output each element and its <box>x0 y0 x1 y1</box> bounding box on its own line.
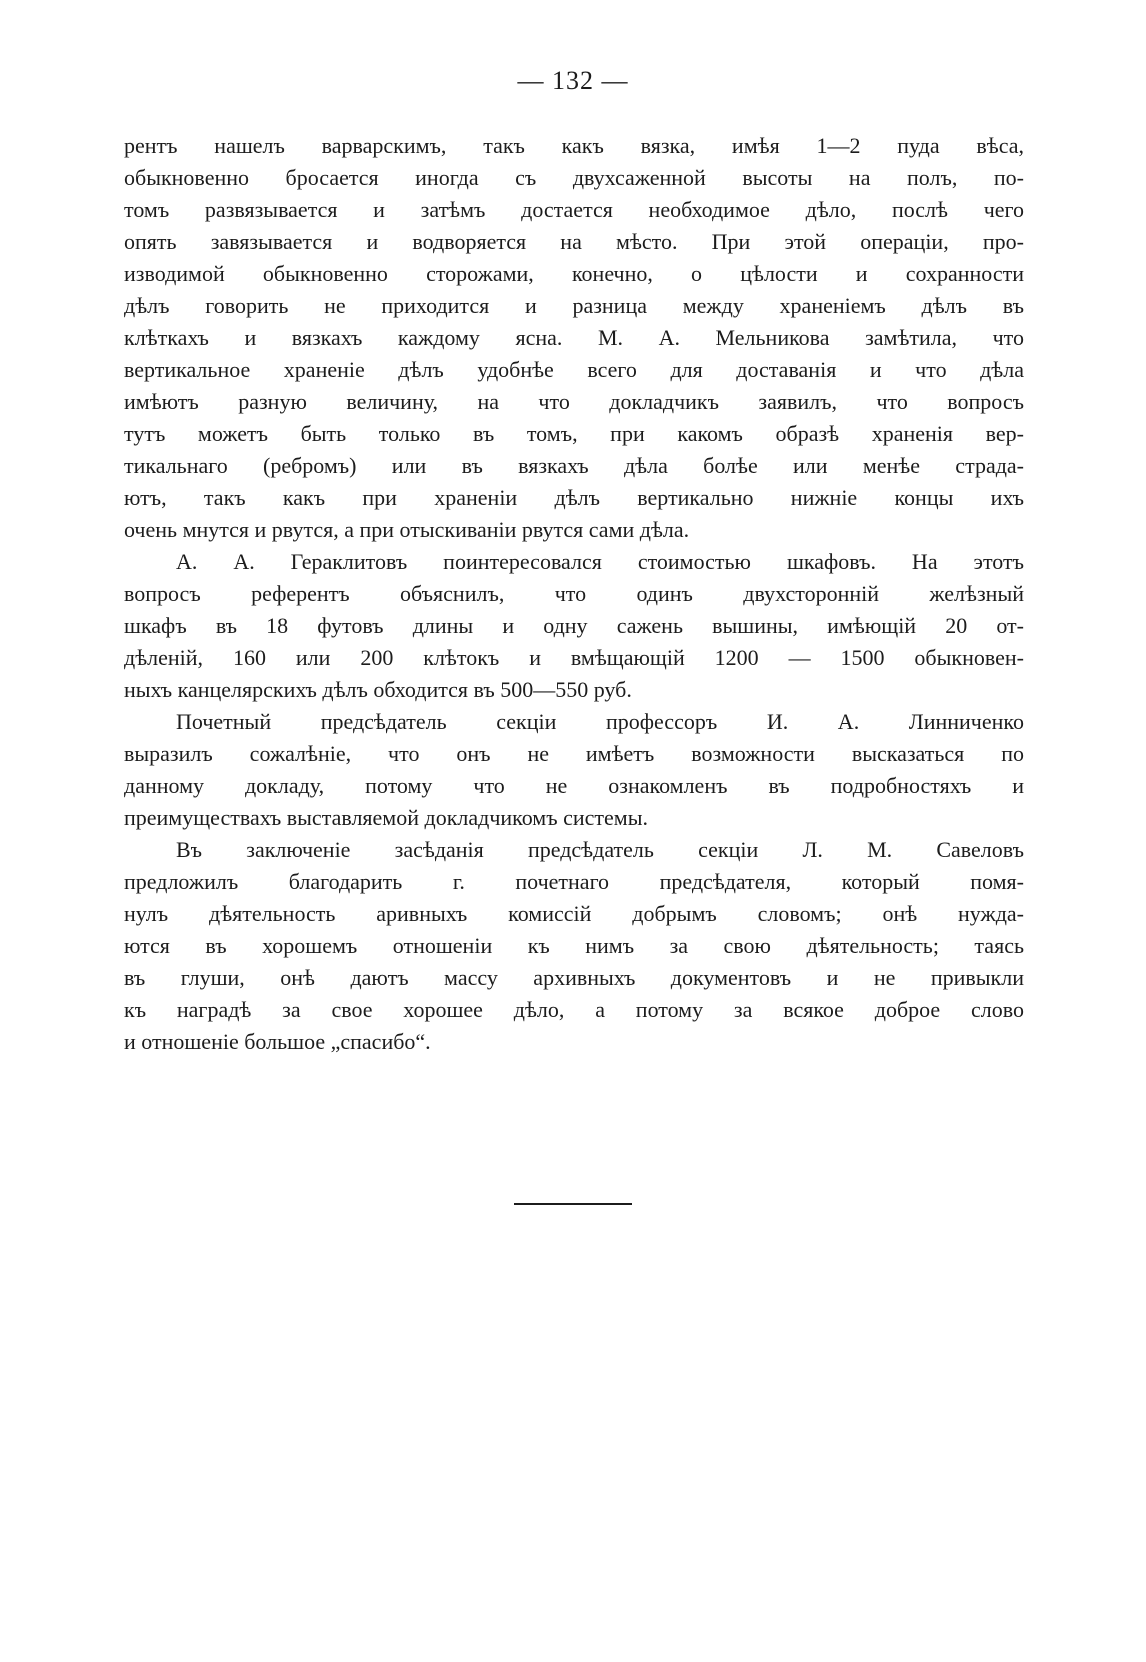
text-line: тикальнаго (ребромъ) или въ вязкахъ дѣла болѣе или менѣе страда- <box>124 453 1024 478</box>
text-line: рентъ нашелъ варварскимъ, такъ какъ вязка, имѣя 1—2 пуда вѣса, <box>124 133 1024 158</box>
text-line: шкафъ въ 18 футовъ длины и одну сажень вышины, имѣющій 20 от- <box>124 613 1024 638</box>
text-line: имѣютъ разную величину, на что докладчикъ заявилъ, что вопросъ <box>124 389 1024 414</box>
text-line: вопросъ референтъ объяснилъ, что одинъ двухсторонній желѣзный <box>124 581 1024 606</box>
text-line: ются въ хорошемъ отношеніи къ нимъ за свою дѣятельность; таясь <box>124 933 1024 958</box>
text-line: томъ развязывается и затѣмъ достается необходимое дѣло, послѣ чего <box>124 197 1024 222</box>
text-line: данному докладу, потому что не ознакомленъ въ подробностяхъ и <box>124 773 1024 798</box>
text-line: дѣлъ говорить не приходится и разница между храненіемъ дѣлъ въ <box>124 293 1024 318</box>
text-line: обыкновенно бросается иногда съ двухсаженной высоты на полъ, по- <box>124 165 1024 190</box>
text-line: А. А. Гераклитовъ поинтересовался стоимостью шкафовъ. На этотъ <box>176 549 1024 574</box>
text-line: нулъ дѣятельность аривныхъ комиссій добрымъ словомъ; онѣ нужда- <box>124 901 1024 926</box>
text-line: опять завязывается и водворяется на мѣсто. При этой операціи, про- <box>124 229 1024 254</box>
text-line: преимуществахъ выставляемой докладчикомъ системы. <box>124 805 648 830</box>
text-line: очень мнутся и рвутся, а при отыскиваніи рвутся сами дѣла. <box>124 517 690 542</box>
paragraph <box>124 834 1024 1058</box>
text-line: Почетный предсѣдатель секціи профессоръ И. А. Линниченко <box>176 709 1024 734</box>
text-line: Въ заключеніе засѣданія предсѣдатель секціи Л. М. Савеловъ <box>176 837 1024 862</box>
section-divider <box>514 1203 632 1205</box>
text-line: вертикальное храненіе дѣлъ удобнѣе всего для доставанія и что дѣла <box>124 357 1024 382</box>
text-line: дѣленій, 160 или 200 клѣтокъ и вмѣщающій 1200 — 1500 обыкновен- <box>124 645 1024 670</box>
text-line: и отношеніе большое „спасибо“. <box>124 1029 431 1054</box>
paragraph <box>124 706 1024 834</box>
paragraph <box>124 546 1024 706</box>
text-line: выразилъ сожалѣніе, что онъ не имѣетъ возможности высказаться по <box>124 741 1024 766</box>
text-line: предложилъ благодарить г. почетнаго предсѣдателя, который помя- <box>124 869 1024 894</box>
text-line: тутъ можетъ быть только въ томъ, при какомъ образѣ храненія вер- <box>124 421 1024 446</box>
page-number: — 132 — <box>517 66 629 95</box>
text-line: къ наградѣ за свое хорошее дѣло, а потому за всякое доброе слово <box>124 997 1024 1022</box>
text-line: клѣткахъ и вязкахъ каждому ясна. М. А. Мельникова замѣтила, что <box>124 325 1024 350</box>
text-line: ныхъ канцелярскихъ дѣлъ обходится въ 500—550 руб. <box>124 677 632 702</box>
paragraph <box>124 130 1024 546</box>
text-line: изводимой обыкновенно сторожами, конечно, о цѣлости и сохранности <box>124 261 1024 286</box>
text-line: въ глуши, онѣ даютъ массу архивныхъ документовъ и не привыкли <box>124 965 1024 990</box>
text-line: ютъ, такъ какъ при храненіи дѣлъ вертикально нижніе концы ихъ <box>124 485 1024 510</box>
body-text <box>124 130 1024 1058</box>
